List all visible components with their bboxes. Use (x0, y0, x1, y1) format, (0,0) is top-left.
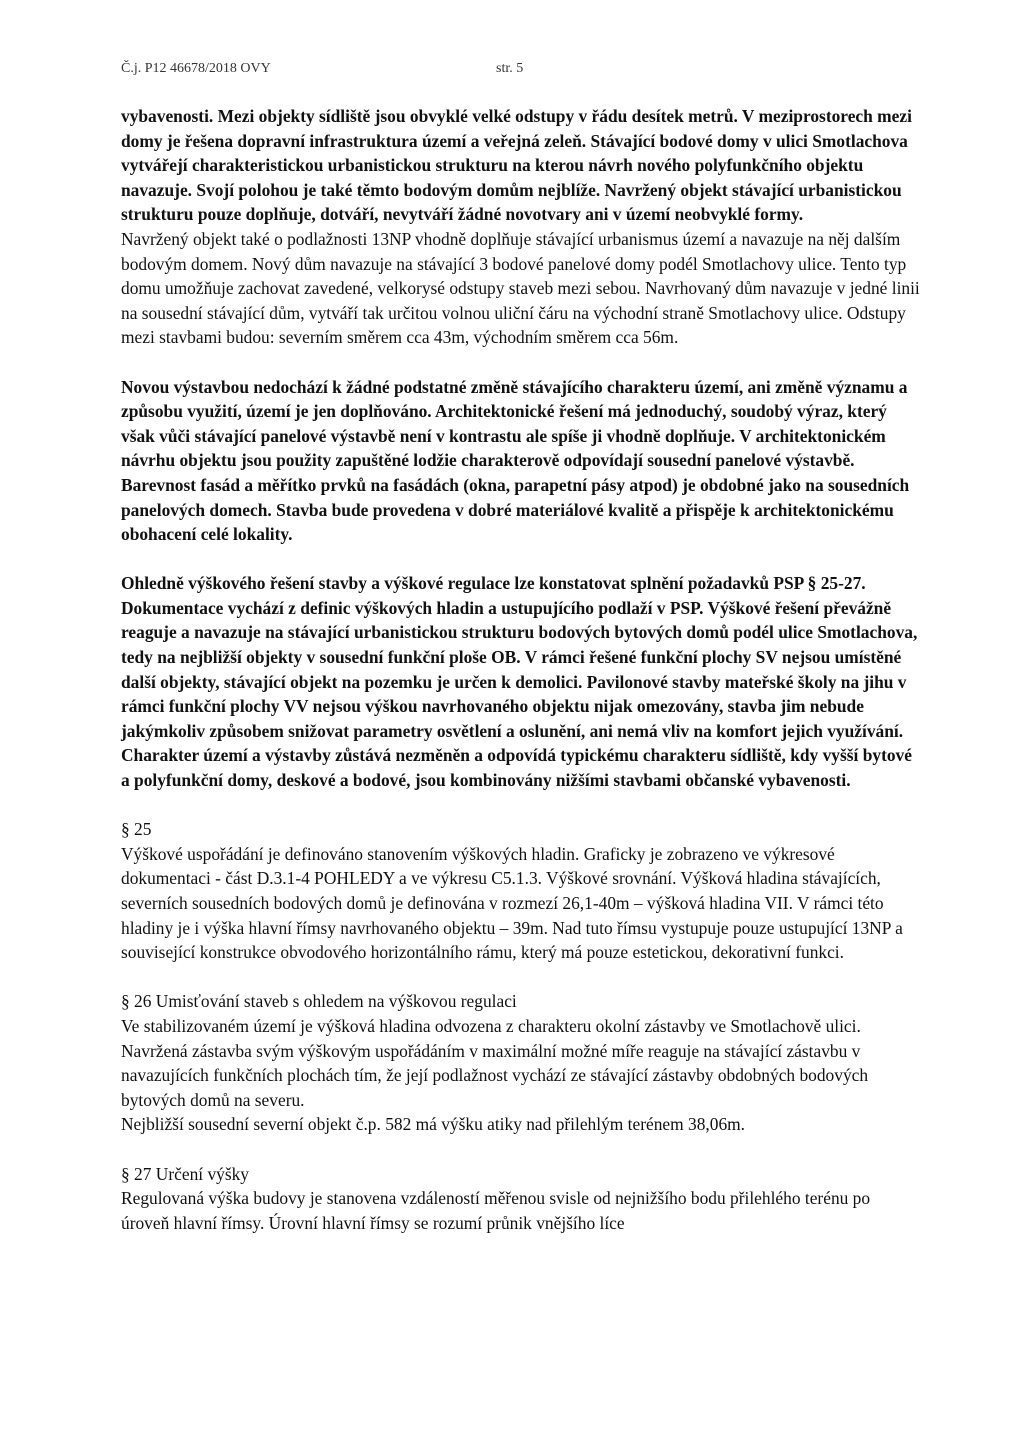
document-reference: Č.j. P12 46678/2018 OVY (121, 61, 271, 76)
section-26-para-2: Navržená zástavba svým výškovým uspořádáním v maximální možné míře reaguje na stávající zástavbu v navazujících funkčních plochách tím, že její podlažnost vychází ze stávající zástavby obdobných bodových bytových domů na severu. (121, 1040, 869, 1110)
section-26-para-1: Ve stabilizovaném území je výšková hladina odvozena z charakteru okolní zástavby ve Smotlachově ulici. (121, 1015, 861, 1036)
page-header (121, 61, 524, 77)
paragraph-urbanism-bold: vybavenosti. Mezi objekty sídliště jsou obvyklé velké odstupy v řádu desítek metrů. V meziprostorech mezi domy je řešena dopravní infrastruktura území a veřejná zeleň. Stávající bodové domy v ulici Smotlachova vytvářejí charakteristickou urbanistickou strukturu na kterou návrh nového polyfunkčního objektu navazuje. Svojí polohou je také těmto bodovým domům nejblíže. Navržený objekt stávající urbanistickou strukturu pouze doplňuje, dotváří, nevytváří žádné novotvary ani v území neobvyklé formy. (121, 106, 912, 225)
section-25-heading: § 25 (121, 819, 152, 840)
section-27-text: Regulovaná výška budovy je stanovena vzdáleností měřenou svisle od nejnižšího bodu přilehlého terénu po úroveň hlavní římsy. Úrovní hlavní římsy se rozumí průnik vnějšího líce (121, 1188, 871, 1233)
section-25-text: Výškové uspořádání je definováno stanovením výškových hladin. Graficky je zobrazeno ve výkresové dokumentaci - část D.3.1-4 POHLEDY a ve výkresu C5.1.3. Výškové srovnání. Výšková hladina stávajících, severních sousedních bodových domů je definována v rozmezí 26,1-40m – výšková hladina VII. V rámci této hladiny je i výška hlavní římsy navrhovaného objektu – 39m. Nad tuto římsu vystupuje pouze ustupující 13NP a související konstrukce obvodového horizontálního rámu, který má pouze estetickou, dekorativní funkci. (121, 843, 903, 963)
page-number: str. 5 (496, 61, 524, 76)
section-27-heading: § 27 Určení výšky (121, 1163, 249, 1184)
paragraph-urbanism: Navržený objekt také o podlažnosti 13NP vhodně doplňuje stávající urbanismus území a navazuje na něj dalším bodovým domem. Nový dům navazuje na stávající 3 bodové panelové domy podél Smotlachovy ulice. Tento typ domu umožňuje zachovat zavedené, velkorysé odstupy staveb mezi sebou. Navrhovaný dům navazuje v jedné linii na sousední stávající dům, vytváří tak určitou volnou uliční čáru na východní straně Smotlachovy ulice. Odstupy mezi stavbami budou: severním směrem cca 43m, východním směrem cca 56m. (121, 228, 920, 348)
section-26-heading: § 26 Umisťování staveb s ohledem na výškovou regulaci (121, 991, 517, 1012)
section-26-para-3: Nejbližší sousední severní objekt č.p. 582 má výšku atiky nad přilehlým terénem 38,06m. (121, 1114, 746, 1135)
paragraph-character: Novou výstavbou nedochází k žádné podstatné změně stávajícího charakteru území, ani změně významu a způsobu využití, území je jen doplňováno. Architektonické řešení má jednoduchý, soudobý výraz, který však vůči stávající panelové výstavbě není v kontrastu ale spíše ji vhodně doplňuje. V architektonickém návrhu objektu jsou použity zapuštěné lodžie charakterově odpovídají sousední panelové výstavbě. Barevnost fasád a měřítko prvků na fasádách (okna, parapetní pásy atpod) je obdobné jako na sousedních panelových domech. Stavba bude provedena v dobré materiálové kvalitě a přispěje k architektonickému obohacení celé lokality. (121, 376, 910, 545)
document-body (121, 104, 921, 1235)
paragraph-height-regulation: Ohledně výškového řešení stavby a výškové regulace lze konstatovat splnění požadavků PSP § 25-27. Dokumentace vychází z definic výškových hladin a ustupujícího podlaží v PSP. Výškové řešení převážně reaguje a navazuje na stávající urbanistickou strukturu bodových bytových domů podél ulice Smotlachova, tedy na nejbližší objekty v sousední funkční ploše OB. V rámci řešené funkční plochy SV nejsou umístěné další objekty, stávající objekt na pozemku je určen k demolici. Pavilonové stavby mateřské školy na jihu v rámci funkční plochy VV nejsou výškou navrhovaného objektu nijak omezovány, stavba jim nebude jakýmkoliv způsobem snižovat parametry osvětlení a oslunění, ani nemá vliv na komfort jejich využívání. Charakter území a výstavby zůstává nezměněn a odpovídá typickému charakteru sídliště, kdy vyšší bytové a polyfunkční domy, deskové a bodové, jsou kombinovány nižšími stavbami občanské vybavenosti. (121, 573, 918, 791)
